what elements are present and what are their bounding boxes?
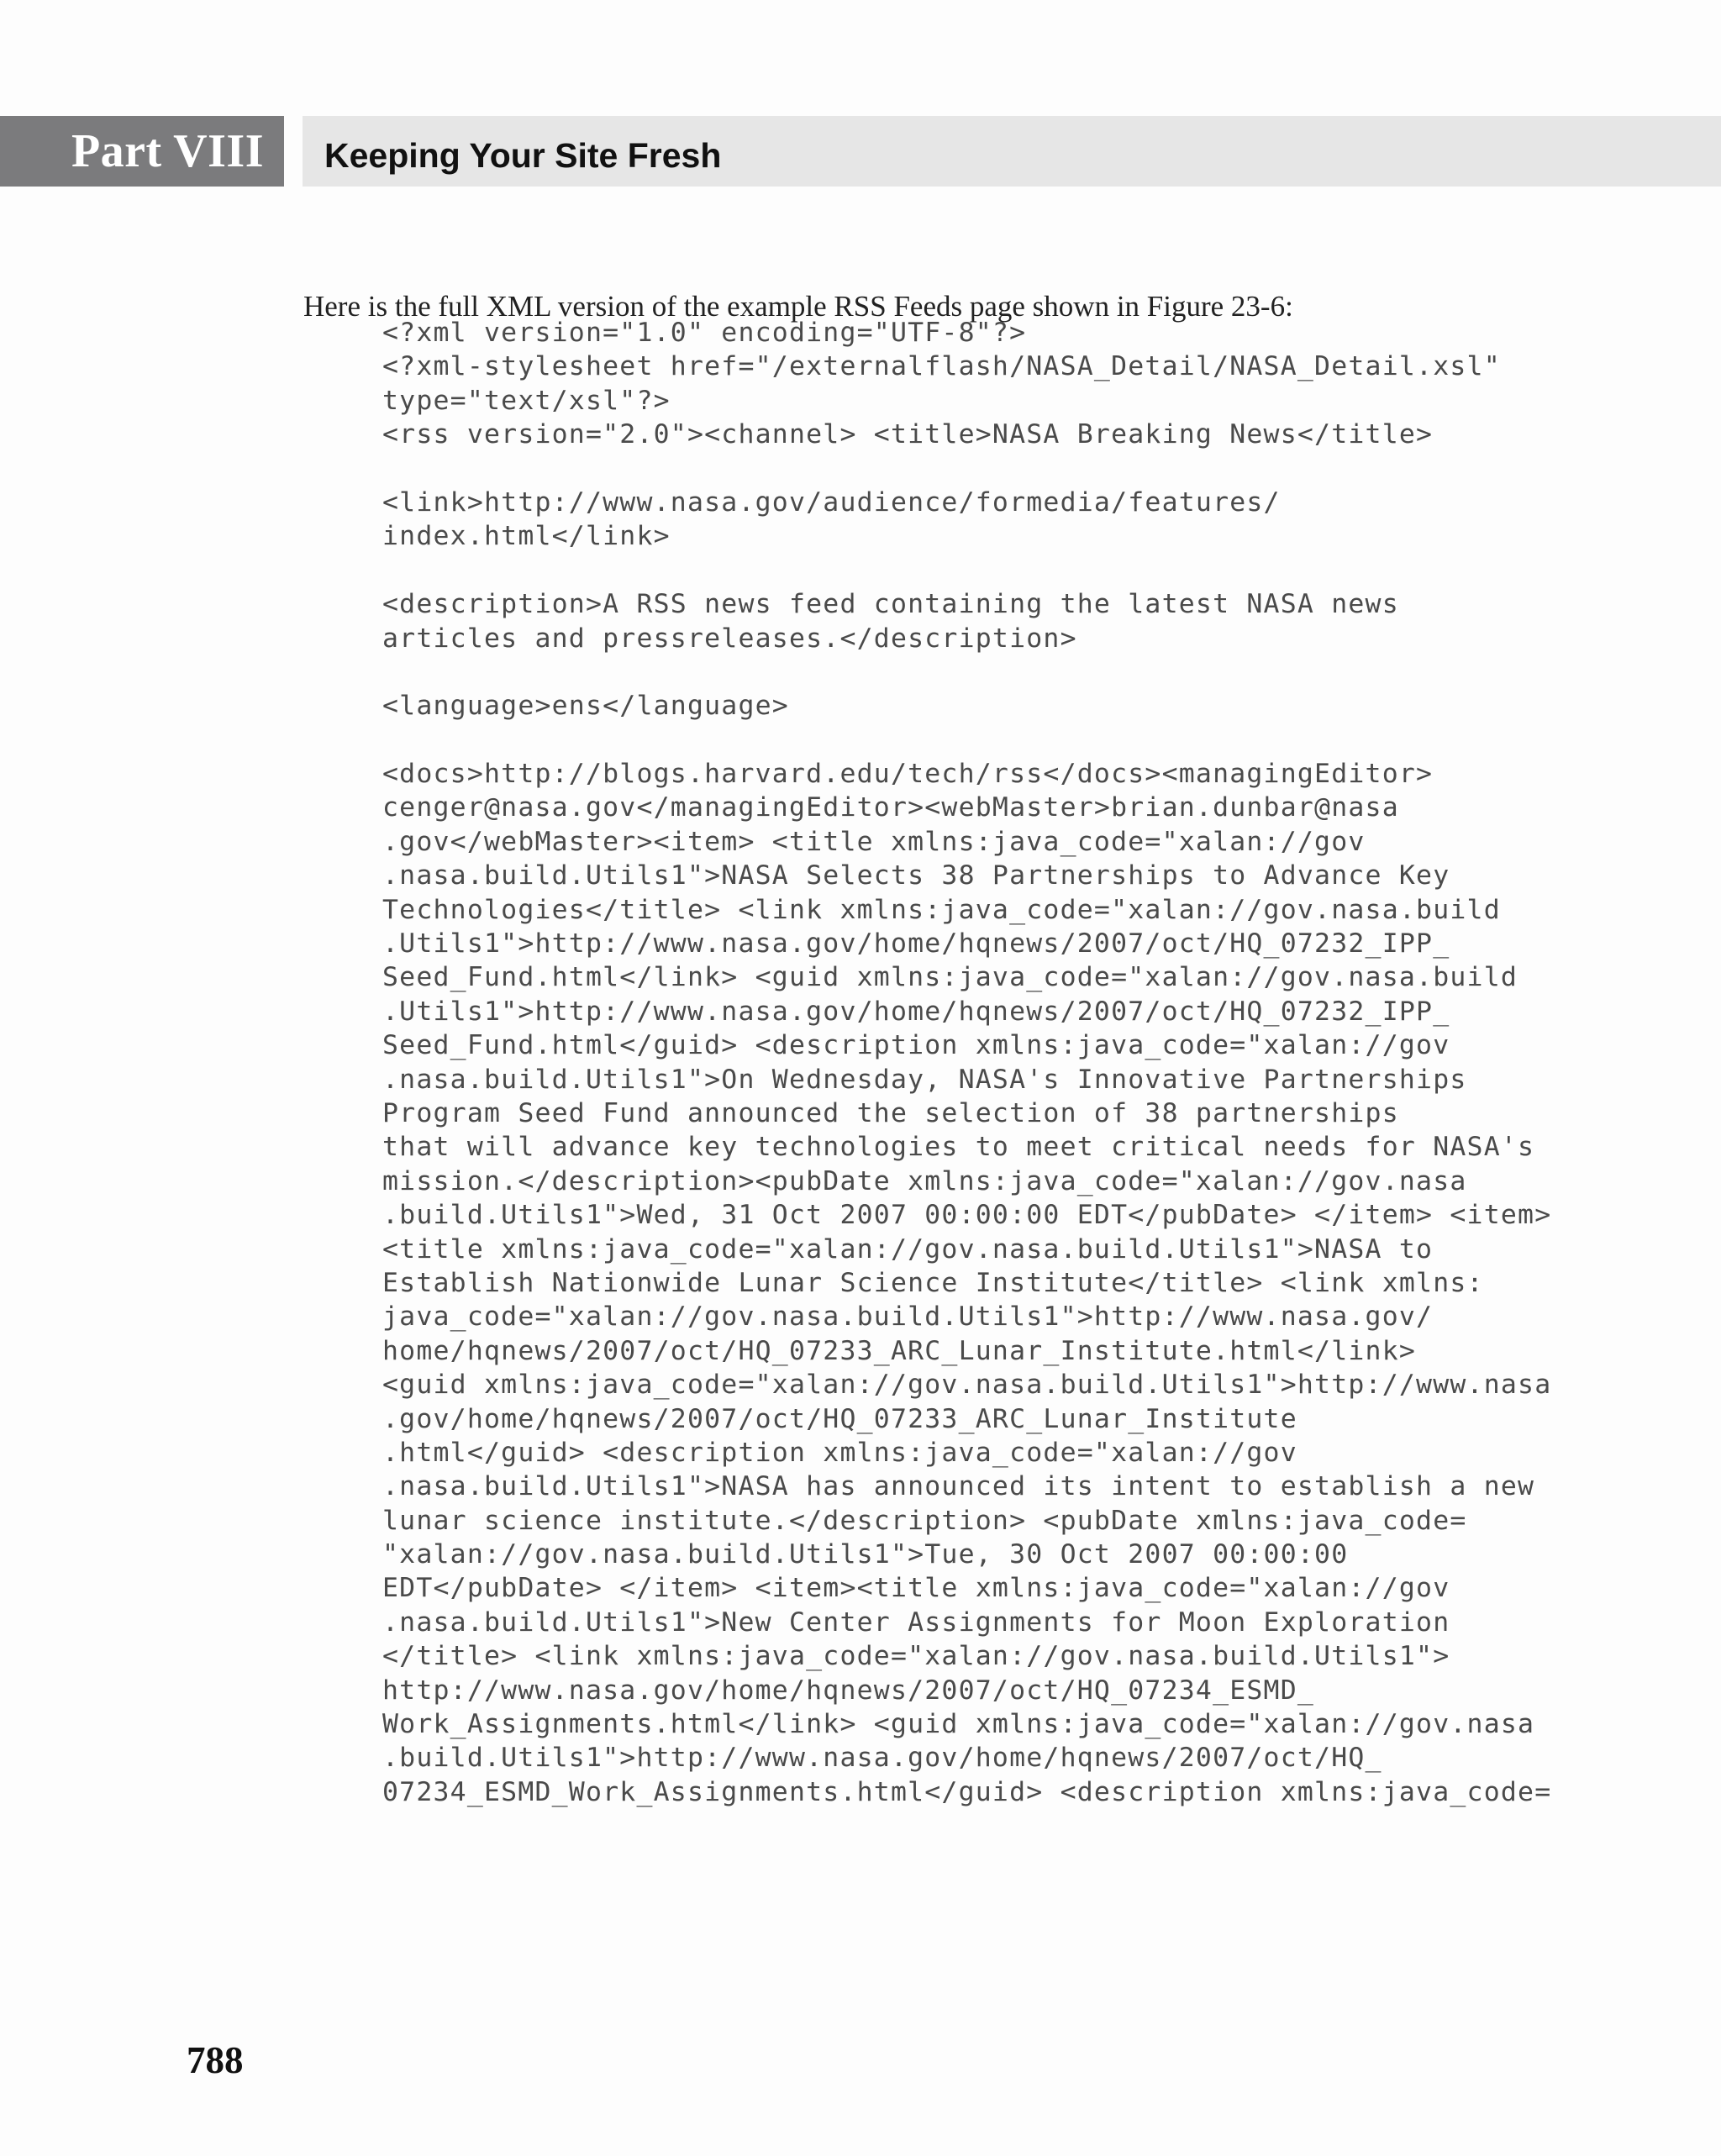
code-line: .Utils1">http://www.nasa.gov/home/hqnews/2007/oct/HQ_07232_IPP_ [382, 996, 1450, 1027]
code-line: <?xml version="1.0" encoding="UTF-8"?> [382, 318, 1027, 348]
code-line: type="text/xsl"?> [382, 385, 671, 416]
code-line: .Utils1">http://www.nasa.gov/home/hqnews/2007/oct/HQ_07232_IPP_ [382, 928, 1450, 960]
code-line: that will advance key technologies to meet critical needs for NASA's [382, 1132, 1535, 1163]
code-line: mission.</description><pubDate xmlns:java_code="xalan://gov.nasa [382, 1165, 1467, 1196]
part-label-tab [0, 116, 284, 187]
code-line: <description>A RSS news feed containing the latest NASA news [382, 589, 1399, 620]
code-line: home/hqnews/2007/oct/HQ_07233_ARC_Lunar_Institute.html</link> [382, 1335, 1417, 1366]
code-line: .nasa.build.Utils1">On Wednesday, NASA's Innovative Partnerships [382, 1064, 1467, 1095]
code-line: .html</guid> <description xmlns:java_code="xalan://gov [382, 1437, 1297, 1468]
code-line: index.html</link> [382, 521, 671, 552]
chapter-title: Keeping Your Site Fresh [324, 135, 722, 175]
code-line: <rss version="2.0"><channel> <title>NASA Breaking News</title> [382, 419, 1434, 450]
code-line [382, 452, 1551, 486]
page-number: 788 [187, 2039, 244, 2081]
code-line: .gov</webMaster><item> <title xmlns:java_code="xalan://gov [382, 826, 1366, 857]
code-line: cenger@nasa.gov</managingEditor><webMaster>brian.dunbar@nasa [382, 792, 1399, 823]
code-line: lunar science institute.</description> <pubDate xmlns:java_code= [382, 1505, 1467, 1536]
code-line: </title> <link xmlns:java_code="xalan://gov.nasa.build.Utils1"> [382, 1641, 1450, 1672]
code-line: <guid xmlns:java_code="xalan://gov.nasa.build.Utils1">http://www.nasa [382, 1370, 1552, 1401]
code-line: "xalan://gov.nasa.build.Utils1">Tue, 30 Oct 2007 00:00:00 [382, 1539, 1349, 1570]
code-line: 07234_ESMD_Work_Assignments.html</guid> <description xmlns:java_code= [382, 1776, 1552, 1807]
code-line: .nasa.build.Utils1">NASA Selects 38 Partnerships to Advance Key [382, 860, 1450, 891]
code-line: java_code="xalan://gov.nasa.build.Utils1">http://www.nasa.gov/ [382, 1301, 1434, 1333]
code-line: .gov/home/hqnews/2007/oct/HQ_07233_ARC_Lunar_Institute [382, 1403, 1297, 1434]
code-line: Program Seed Fund announced the selection of 38 partnerships [382, 1097, 1399, 1128]
intro-paragraph: Here is the full XML version of the example RSS Feeds page shown in Figure 23-6: [303, 290, 1293, 323]
code-line: Seed_Fund.html</link> <guid xmlns:java_code="xalan://gov.nasa.build [382, 962, 1518, 993]
xml-code-listing [382, 316, 1551, 1809]
code-line: http://www.nasa.gov/home/hqnews/2007/oct/HQ_07234_ESMD_ [382, 1675, 1315, 1706]
code-line [382, 723, 1551, 757]
code-line: Seed_Fund.html</guid> <description xmlns:java_code="xalan://gov [382, 1030, 1450, 1061]
chapter-title-bar [303, 116, 1721, 187]
code-line: articles and pressreleases.</description> [382, 623, 1077, 654]
code-line [382, 554, 1551, 587]
code-line: .build.Utils1">http://www.nasa.gov/home/hqnews/2007/oct/HQ_ [382, 1743, 1382, 1774]
code-line: EDT</pubDate> </item> <item><title xmlns:java_code="xalan://gov [382, 1573, 1450, 1604]
code-line: <language>ens</language> [382, 691, 789, 722]
code-line: Technologies</title> <link xmlns:java_code="xalan://gov.nasa.build [382, 894, 1501, 925]
code-line [382, 655, 1551, 689]
code-line: <link>http://www.nasa.gov/audience/formedia/features/ [382, 486, 1281, 518]
code-line: .nasa.build.Utils1">NASA has announced its intent to establish a new [382, 1471, 1535, 1502]
code-line: .nasa.build.Utils1">New Center Assignments for Moon Exploration [382, 1606, 1450, 1638]
code-line: <docs>http://blogs.harvard.edu/tech/rss</docs><managingEditor> [382, 759, 1434, 790]
code-line: Establish Nationwide Lunar Science Institute</title> <link xmlns: [382, 1267, 1484, 1298]
code-line: <?xml-stylesheet href="/externalflash/NASA_Detail/NASA_Detail.xsl" [382, 351, 1501, 382]
part-label: Part VIII [71, 125, 264, 177]
code-line: <title xmlns:java_code="xalan://gov.nasa.build.Utils1">NASA to [382, 1233, 1434, 1265]
code-line: Work_Assignments.html</link> <guid xmlns:java_code="xalan://gov.nasa [382, 1709, 1535, 1740]
code-line: .build.Utils1">Wed, 31 Oct 2007 00:00:00 EDT</pubDate> </item> <item> [382, 1200, 1552, 1231]
